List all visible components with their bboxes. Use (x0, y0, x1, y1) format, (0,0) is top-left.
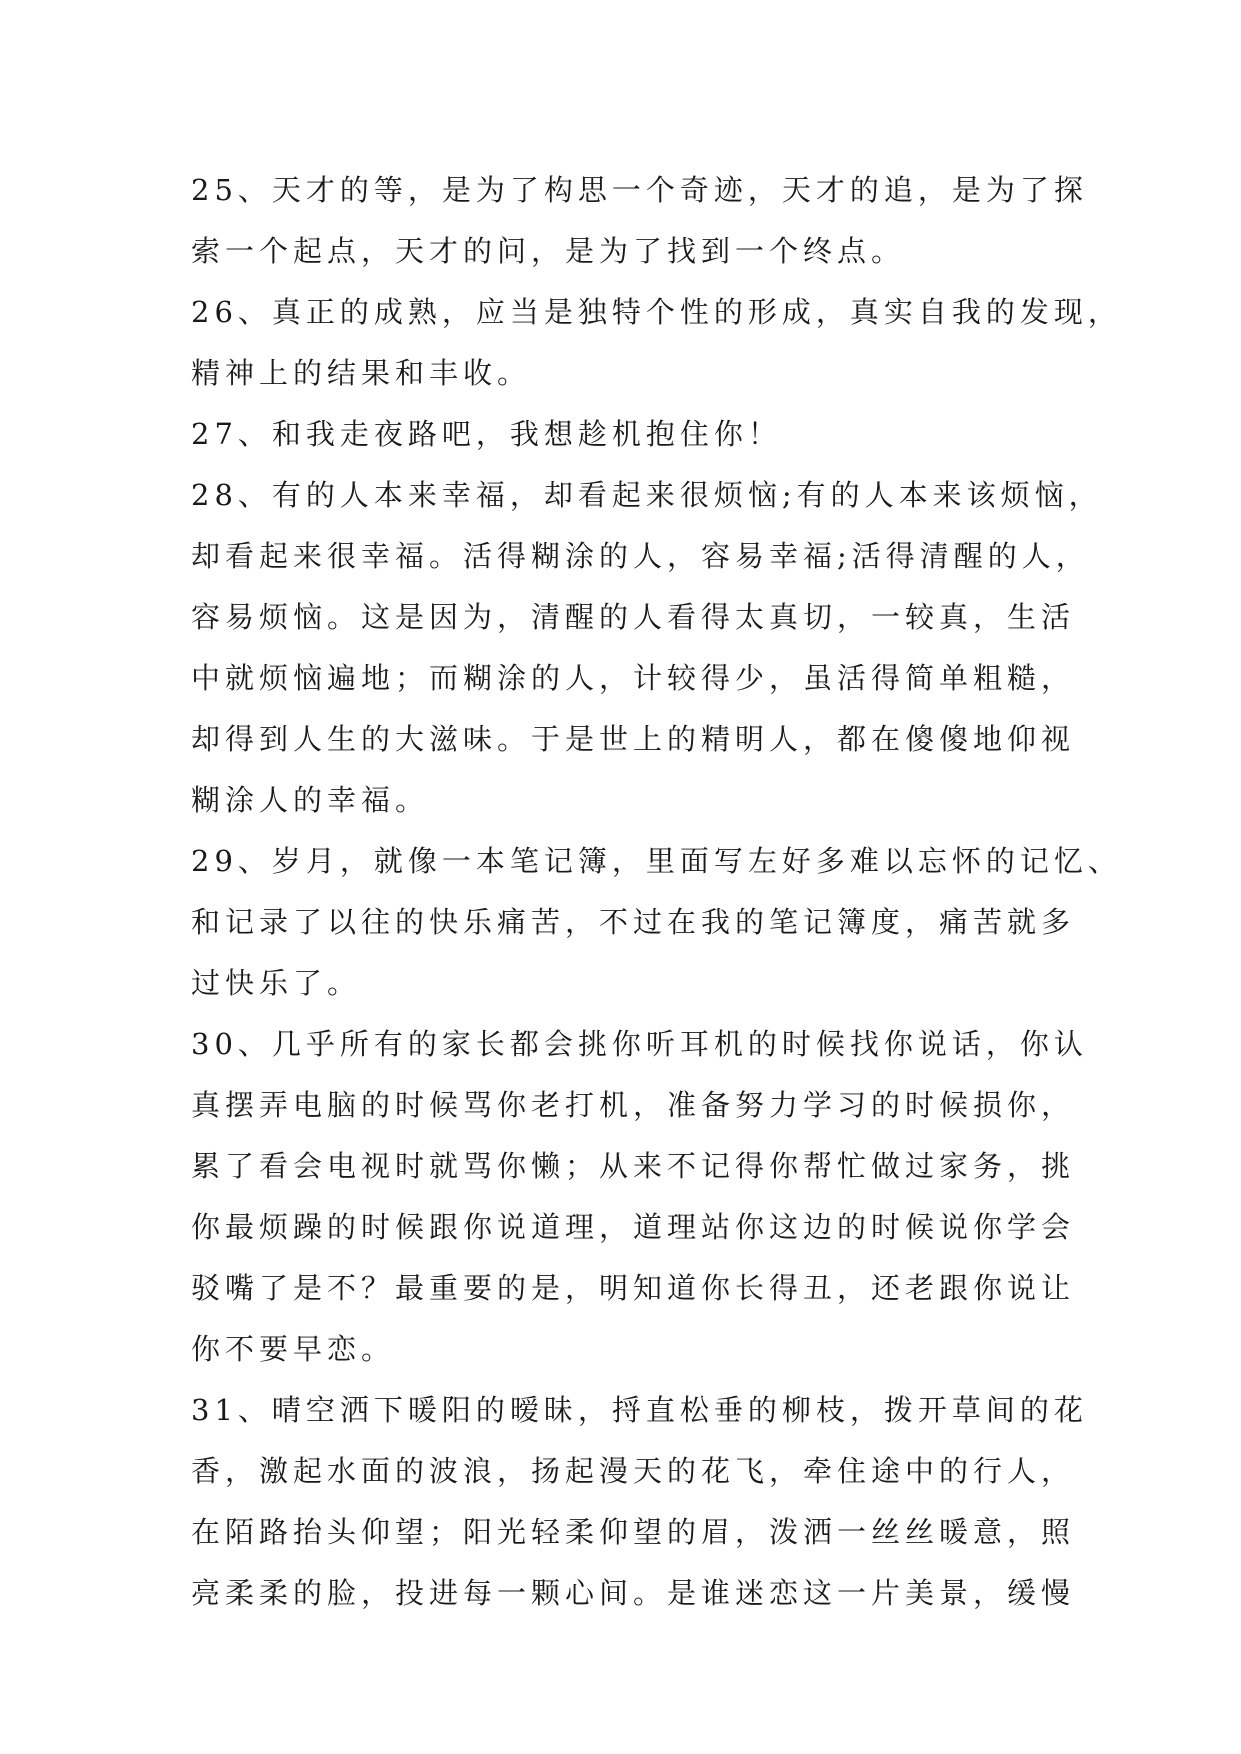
text-line: 精神上的结果和丰收。 (191, 356, 532, 390)
text-line: 在陌路抬头仰望；阳光轻柔仰望的眉，泼洒一丝丝暖意，照 (191, 1515, 1076, 1549)
text-line: 30、几乎所有的家长都会挑你听耳机的时候找你说话，你认 (191, 1027, 1088, 1061)
text-line: 却得到人生的大滋味。于是世上的精明人，都在傻傻地仰视 (191, 722, 1076, 756)
text-line: 中就烦恼遍地；而糊涂的人，计较得少，虽活得简单粗糙， (191, 661, 1076, 695)
text-line: 糊涂人的幸福。 (191, 783, 430, 817)
text-line: 驳嘴了是不？最重要的是，明知道你长得丑，还老跟你说让 (191, 1271, 1076, 1305)
text-line: 29、岁月，就像一本笔记簿，里面写左好多难以忘怀的记忆、 (191, 844, 1122, 878)
text-line: 28、有的人本来幸福，却看起来很烦恼;有的人本来该烦恼， (191, 478, 1103, 512)
text-line: 亮柔柔的脸，投进每一颗心间。是谁迷恋这一片美景，缓慢 (191, 1576, 1076, 1610)
text-line: 累了看会电视时就骂你懒；从来不记得你帮忙做过家务，挑 (191, 1149, 1076, 1183)
text-line: 你不要早恋。 (191, 1332, 396, 1366)
text-line: 容易烦恼。这是因为，清醒的人看得太真切，一较真，生活 (191, 600, 1076, 634)
text-line: 27、和我走夜路吧，我想趁机抱住你！ (191, 417, 782, 451)
text-line: 25、天才的等，是为了构思一个奇迹，天才的追，是为了探 (191, 173, 1088, 207)
text-line: 31、晴空洒下暖阳的暧昧，捋直松垂的柳枝，拨开草间的花 (191, 1393, 1088, 1427)
text-line: 和记录了以往的快乐痛苦，不过在我的笔记簿度，痛苦就多 (191, 905, 1076, 939)
text-line: 香，激起水面的波浪，扬起漫天的花飞，牵住途中的行人， (191, 1454, 1076, 1488)
document-body (191, 160, 1122, 1624)
text-line: 却看起来很幸福。活得糊涂的人，容易幸福;活得清醒的人， (191, 539, 1090, 573)
text-line: 索一个起点，天才的问，是为了找到一个终点。 (191, 234, 906, 268)
text-line: 26、真正的成熟，应当是独特个性的形成，真实自我的发现， (191, 295, 1122, 329)
text-line: 过快乐了。 (191, 966, 362, 1000)
text-line: 你最烦躁的时候跟你说道理，道理站你这边的时候说你学会 (191, 1210, 1076, 1244)
text-line: 真摆弄电脑的时候骂你老打机，准备努力学习的时候损你， (191, 1088, 1076, 1122)
